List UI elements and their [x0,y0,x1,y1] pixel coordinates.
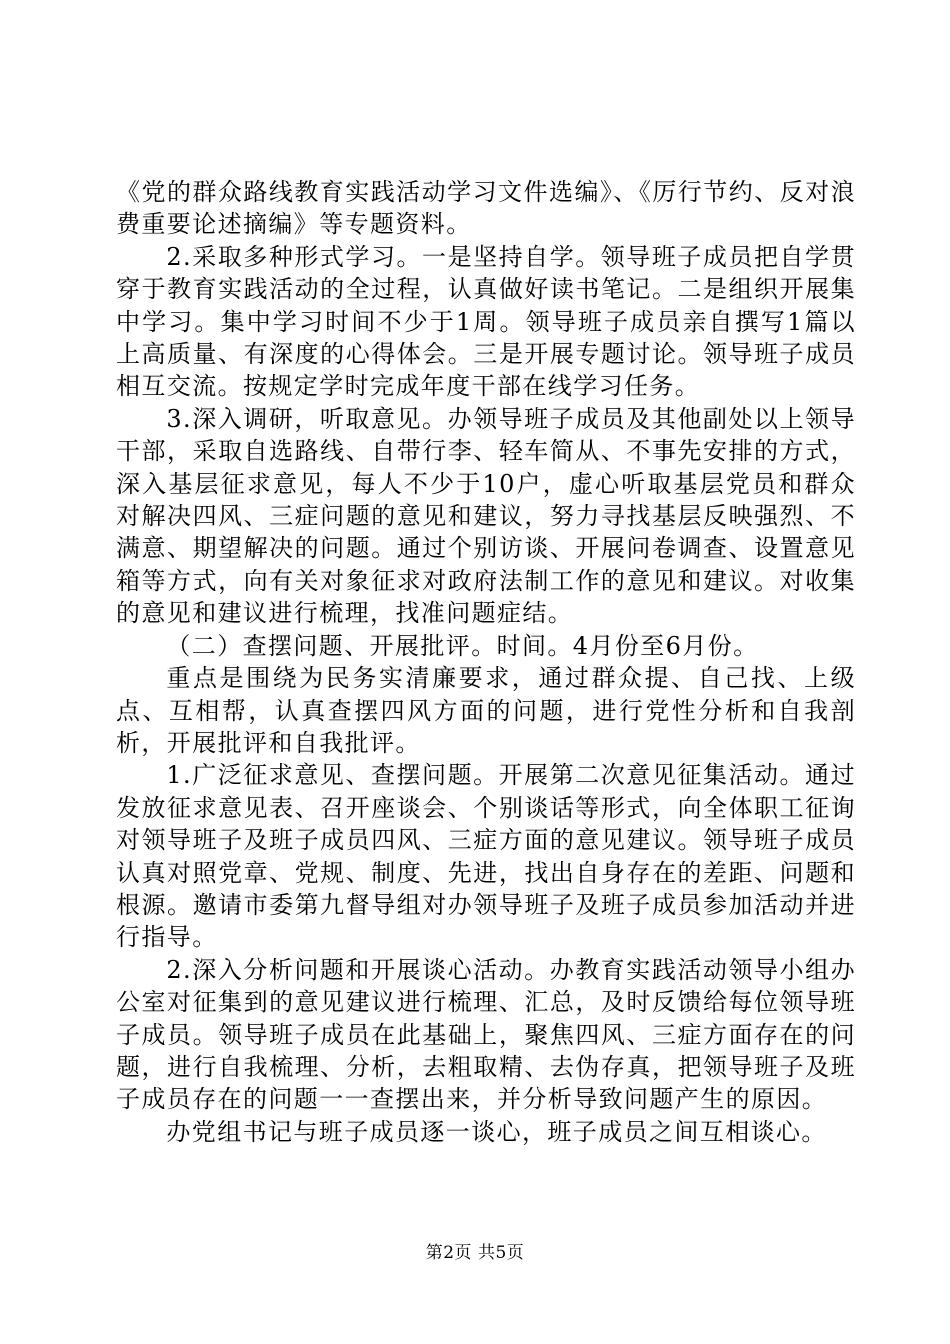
paragraph-opinions: 1.广泛征求意见、查摆问题。开展第二次意见征集活动。通过发放征求意见表、召开座谈会、个别谈话等形式，向全体职工征询对领导班子及班子成员四风、三症方面的意见建议。领导班子成员认真对照党章、党规、制度、先进，找出自身存在的差距、问题和根源。邀请市委第九督导组对办领导班子及班子成员参加活动并进行指导。 [116,761,856,952]
section-heading: （二）查摆问题、开展批评。时间。4月份至6月份。 [166,631,759,660]
paragraph-analysis: 2.深入分析问题和开展谈心活动。办教育实践活动领导小组办公室对征集到的意见建议进行梳理、汇总，及时反馈给每位领导班子成员。领导班子成员在此基础上，聚焦四风、三症方面存在的问题，进行自我梳理、分析，去粗取精、去伪存真，把领导班子及班子成员存在的问题一一查摆出来，并分析导致问题产生的原因。 [116,955,856,1114]
paragraph-focus: 重点是围绕为民务实清廉要求，通过群众提、自己找、上级点、互相帮，认真查摆四风方面的问题，进行党性分析和自我剖析，开展批评和自我批评。 [116,664,856,757]
paragraph-continuation: 《党的群众路线教育实践活动学习文件选编》、《厉行节约、反对浪费重要论述摘编》等专题资料。 [116,178,856,239]
paragraph-study-forms: 2.采取多种形式学习。一是坚持自学。领导班子成员把自学贯穿于教育实践活动的全过程，认真做好读书笔记。二是组织开展集中学习。集中学习时间不少于1周。领导班子成员亲自撰写1篇以上高质量、有深度的心得体会。三是开展专题讨论。领导班子成员相互交流。按规定学时完成年度干部在线学习任务。 [116,242,856,401]
paragraph-research: 3.深入调研，听取意见。办领导班子成员及其他副处以上领导干部，采取自选路线、自带行李、轻车简从、不事先安排的方式，深入基层征求意见，每人不少于10户，虚心听取基层党员和群众对解决四风、三症问题的意见和建议，努力寻找基层反映强烈、不满意、期望解决的问题。通过个别访谈、开展问卷调查、设置意见箱等方式，向有关对象征求对政府法制工作的意见和建议。对收集的意见和建议进行梳理，找准问题症结。 [116,404,856,628]
page-footer [0,1243,950,1263]
document-body [116,176,856,1148]
page-number: 第2页 共5页 [425,1243,525,1263]
paragraph-talks: 办党组书记与班子成员逐一谈心，班子成员之间互相谈心。 [166,1117,827,1146]
